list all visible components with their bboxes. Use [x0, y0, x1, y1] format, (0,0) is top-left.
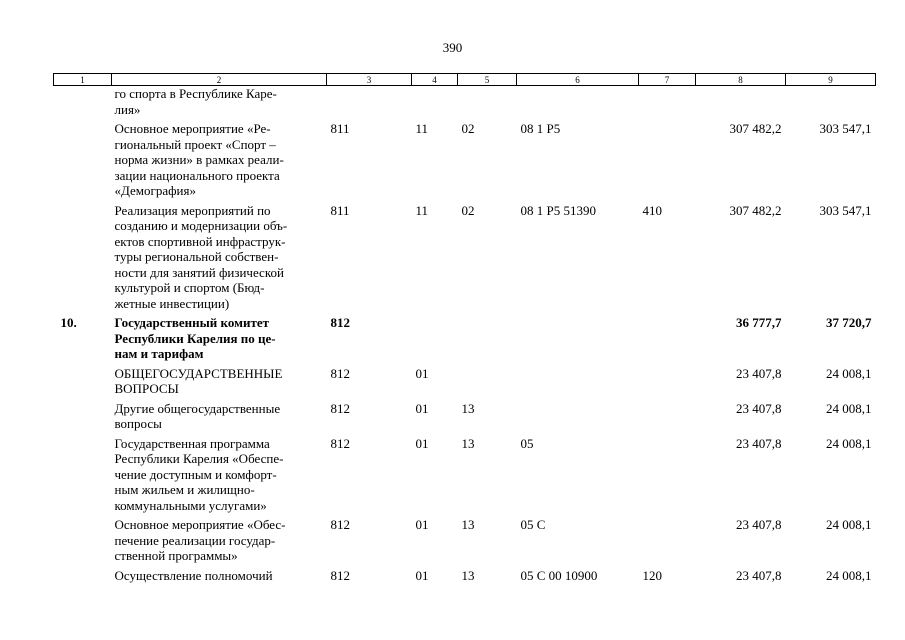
- target-article-code: 05 C: [520, 517, 546, 532]
- amount-year-2: [786, 86, 876, 122]
- row-number: [54, 517, 112, 568]
- section-code: 01: [415, 567, 429, 583]
- target-article-code: 08 1 P5: [520, 121, 561, 136]
- amount-year-1: 307 482,2: [729, 121, 782, 136]
- expense-type-code: [639, 121, 696, 203]
- target-article-code: 05 C 00 10900: [520, 567, 598, 583]
- item-name-line: Основное мероприятие «Обес-: [114, 517, 286, 532]
- department-code: 812: [330, 517, 350, 532]
- item-name: [112, 517, 327, 568]
- table-row: [54, 517, 876, 568]
- target-article-code: 05: [520, 435, 534, 451]
- department-code: 811: [330, 202, 350, 218]
- column-header: 7: [639, 74, 696, 86]
- item-name-line: Государственная программа: [114, 435, 270, 451]
- item-name-line: Республики Карелия по це-: [114, 330, 276, 346]
- item-name-line: ВОПРОСЫ: [114, 381, 179, 396]
- item-name-line: Реализация мероприятий по: [114, 202, 271, 218]
- subsection-code: [458, 315, 517, 366]
- subsection-code: [458, 86, 517, 122]
- table-row: [54, 121, 876, 203]
- row-number: [54, 401, 112, 436]
- row-number: [54, 568, 112, 588]
- target-article-code: 08 1 P5 51390: [520, 202, 596, 218]
- amount-year-2: 37 720,7: [826, 315, 872, 330]
- amount-year-1: 307 482,2: [729, 202, 782, 218]
- section-code: 01: [415, 435, 429, 451]
- item-name-line: нам и тарифам: [114, 346, 204, 361]
- amount-year-2: 24 008,1: [826, 567, 872, 583]
- row-number: [54, 121, 112, 203]
- amount-year-1: 23 407,8: [736, 365, 782, 381]
- item-name-line: ным жильем и жилищно-: [114, 482, 255, 497]
- item-name-line: коммунальными услугами»: [114, 497, 267, 513]
- item-name-line: туры региональной собствен-: [114, 249, 279, 264]
- department-code: 811: [330, 121, 350, 136]
- table-body: [54, 86, 876, 588]
- subsection-code: [458, 366, 517, 401]
- section-code: 01: [415, 400, 429, 416]
- item-name-line: Государственный комитет: [114, 315, 269, 330]
- item-name-line: ектов спортивной инфраструк-: [114, 233, 286, 249]
- item-name: [112, 366, 327, 401]
- column-header: 4: [412, 74, 458, 86]
- item-name: [112, 315, 327, 366]
- section-code: 11: [415, 121, 429, 136]
- section-code: [412, 86, 458, 122]
- table-row: [54, 436, 876, 518]
- item-name-line: культурой и спортом (Бюд-: [114, 280, 265, 295]
- table-row: [54, 86, 876, 122]
- subsection-code: 13: [461, 400, 475, 416]
- expense-type-code: [639, 86, 696, 122]
- row-number: [54, 203, 112, 316]
- department-code: 812: [330, 567, 350, 583]
- row-number: [54, 366, 112, 401]
- subsection-code: 02: [461, 202, 475, 218]
- amount-year-2: 24 008,1: [826, 517, 872, 532]
- item-name-line: вопросы: [114, 416, 162, 431]
- department-code: [327, 86, 412, 122]
- section-code: 11: [415, 202, 429, 218]
- table-row: [54, 203, 876, 316]
- expense-type-code: 410: [642, 202, 662, 218]
- section-code: 01: [415, 365, 429, 381]
- expense-type-code: [639, 315, 696, 366]
- item-name: [112, 86, 327, 122]
- column-header: 6: [517, 74, 639, 86]
- table-row: [54, 401, 876, 436]
- item-name-line: Республики Карелия «Обеспе-: [114, 451, 284, 466]
- expense-type-code: [639, 366, 696, 401]
- table-header-row: [54, 74, 876, 86]
- item-name-line: Осуществление полномочий: [114, 567, 273, 583]
- item-name-line: лия»: [114, 101, 141, 117]
- subsection-code: 13: [461, 435, 475, 451]
- column-header: 3: [327, 74, 412, 86]
- table-row: [54, 568, 876, 588]
- item-name-line: ОБЩЕГОСУДАРСТВЕННЫЕ: [114, 365, 283, 381]
- item-name: [112, 203, 327, 316]
- subsection-code: 13: [461, 567, 475, 583]
- subsection-code: 02: [461, 121, 475, 136]
- department-code: 812: [330, 315, 350, 330]
- amount-year-2: 24 008,1: [826, 400, 872, 416]
- department-code: 812: [330, 400, 350, 416]
- page-number: 390: [442, 40, 463, 55]
- item-name-line: ности для занятий физической: [114, 264, 284, 280]
- expense-type-code: [639, 436, 696, 518]
- amount-year-2: 303 547,1: [819, 202, 872, 218]
- target-article-code: [517, 366, 639, 401]
- item-name-line: гиональный проект «Спорт –: [114, 136, 276, 152]
- subsection-code: 13: [461, 517, 475, 532]
- item-name-line: «Демография»: [114, 183, 196, 198]
- expense-type-code: [639, 401, 696, 436]
- row-number: [54, 436, 112, 518]
- expense-type-code: 120: [642, 567, 662, 583]
- section-code: [412, 315, 458, 366]
- row-number: [54, 86, 112, 122]
- item-name-line: го спорта в Республике Каре-: [114, 86, 277, 101]
- amount-year-2: 24 008,1: [826, 365, 872, 381]
- column-header: 5: [458, 74, 517, 86]
- amount-year-2: 303 547,1: [819, 121, 872, 136]
- expense-type-code: [639, 517, 696, 568]
- department-code: 812: [330, 365, 350, 381]
- item-name: [112, 121, 327, 203]
- row-number: 10.: [60, 315, 77, 330]
- amount-year-2: 24 008,1: [826, 435, 872, 451]
- amount-year-1: [696, 86, 786, 122]
- item-name-line: зации национального проекта: [114, 167, 280, 183]
- item-name: [112, 568, 327, 588]
- department-code: 812: [330, 435, 350, 451]
- item-name-line: созданию и модернизации объ-: [114, 218, 288, 233]
- amount-year-1: 23 407,8: [736, 567, 782, 583]
- item-name: [112, 401, 327, 436]
- target-article-code: [517, 401, 639, 436]
- table-row: [54, 366, 876, 401]
- amount-year-1: 23 407,8: [736, 517, 782, 532]
- item-name-line: ственной программы»: [114, 548, 238, 563]
- table-row: [54, 315, 876, 366]
- column-header: 9: [786, 74, 876, 86]
- item-name-line: чение доступным и комфорт-: [114, 466, 277, 482]
- amount-year-1: 36 777,7: [736, 315, 782, 330]
- item-name-line: жетные инвестиции): [114, 295, 230, 311]
- amount-year-1: 23 407,8: [736, 435, 782, 451]
- item-name-line: норма жизни» в рамках реали-: [114, 152, 284, 167]
- item-name: [112, 436, 327, 518]
- column-header: 8: [696, 74, 786, 86]
- column-header: 2: [112, 74, 327, 86]
- item-name-line: Другие общегосударственные: [114, 400, 281, 416]
- column-header: 1: [54, 74, 112, 86]
- budget-table: [53, 73, 876, 587]
- item-name-line: Основное мероприятие «Ре-: [114, 121, 271, 136]
- target-article-code: [517, 315, 639, 366]
- item-name-line: печение реализации государ-: [114, 532, 276, 548]
- section-code: 01: [415, 517, 429, 532]
- target-article-code: [517, 86, 639, 122]
- amount-year-1: 23 407,8: [736, 400, 782, 416]
